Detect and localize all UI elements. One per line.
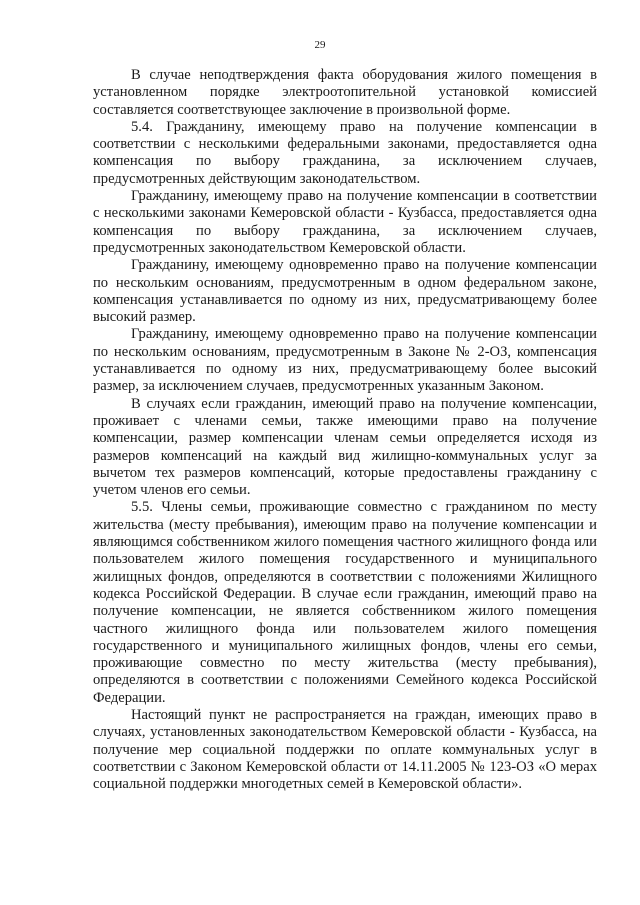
paragraph: В случае неподтверждения факта оборудования жилого помещения в установленном порядке электроотопительной установкой комиссией составляется соответствующее заключение в произвольной форме.: [93, 67, 597, 118]
page-number: 29: [314, 39, 326, 51]
document-body: [93, 67, 597, 793]
paragraph: 5.5. Члены семьи, проживающие совместно с гражданином по месту жительства (месту пребывания), имеющим право на получение компенсации и являющимся собственником жилого помещения частного жилищного фонда или пользователем жилого помещения государственного и муниципального жилищных фондов, определяются в соответствии с положениями Жилищного кодекса Российской Федерации. В случае если гражданин, имеющий право на получение компенсации, не является собственником жилого помещения частного жилищного фонда или пользователем жилого помещения государственного и муниципального жилищных фондов, члены его семьи, проживающие совместно по месту жительства (месту пребывания), определяются в соответствии с положениями Семейного кодекса Российской Федерации.: [93, 499, 597, 706]
paragraph: Гражданину, имеющему одновременно право на получение компенсации по нескольким основаниям, предусмотренным в Законе № 2-ОЗ, компенсация устанавливается по одному из них, предусматривающему более высокий размер, за исключением случаев, предусмотренных указанным Законом.: [93, 326, 597, 395]
paragraph: В случаях если гражданин, имеющий право на получение компенсации, проживает с членами семьи, также имеющими право на получение компенсации, размер компенсации членам семьи определяется исходя из размеров компенсаций на каждый вид жилищно-коммунальных услуг за вычетом тех размеров компенсаций, которые предоставлены гражданину с учетом членов его семьи.: [93, 395, 597, 499]
paragraph: Настоящий пункт не распространяется на граждан, имеющих право в случаях, установленных законодательством Кемеровской области - Кузбасса, на получение мер социальной поддержки по оплате коммунальных услуг в соответствии с Законом Кемеровской области от 14.11.2005 № 123-ОЗ «О мерах социальной поддержки многодетных семей в Кемеровской области».: [93, 706, 597, 793]
paragraph: Гражданину, имеющему одновременно право на получение компенсации по нескольким основаниям, предусмотренным в одном федеральном законе, компенсация устанавливается по одному из них, предусматривающему более высокий размер.: [93, 257, 597, 326]
paragraph: Гражданину, имеющему право на получение компенсации в соответствии с несколькими законами Кемеровской области - Кузбасса, предоставляется одна компенсация по выбору гражданина, за исключением случаев, предусмотренных законодательством Кемеровской области.: [93, 188, 597, 256]
paragraph: 5.4. Гражданину, имеющему право на получение компенсации в соответствии с несколькими федеральными законами, предоставляется одна компенсация по выбору гражданина, за исключением случаев, предусмотренных действующим законодательством.: [93, 118, 597, 187]
